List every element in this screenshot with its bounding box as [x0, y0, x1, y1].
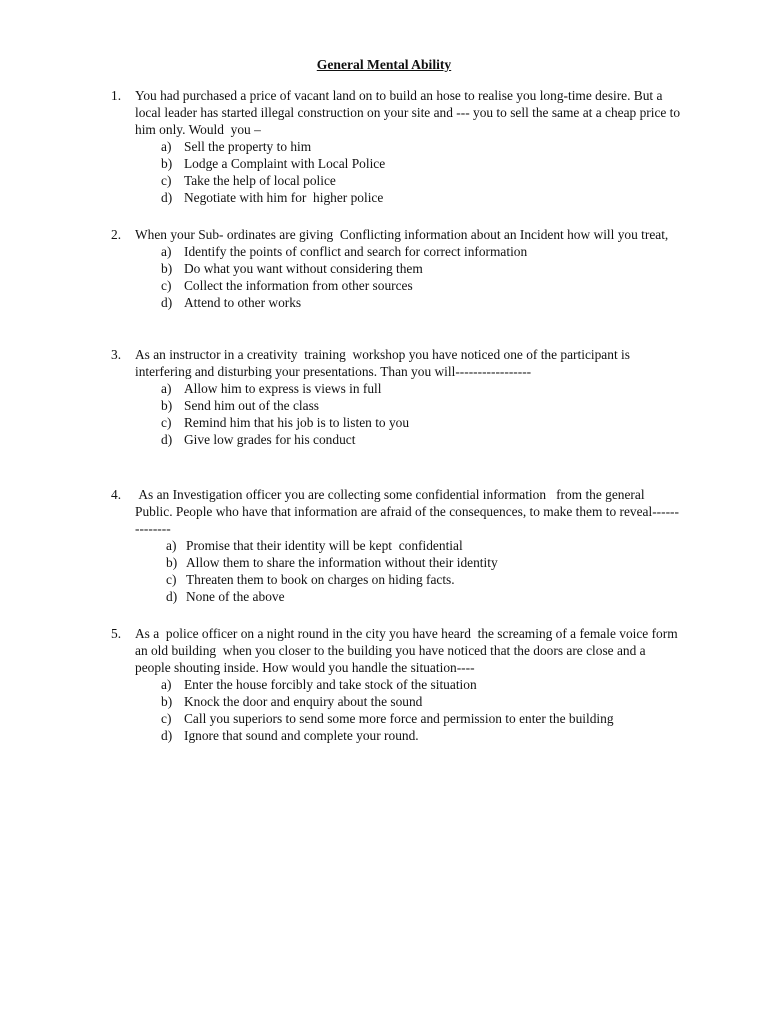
option-text: Call you superiors to send some more force and permission to enter the building	[184, 711, 614, 726]
question-text: As an Investigation officer you are collecting some confidential information from the general Public. People who have that information are afraid of the consequences, to make them to reveal--------------	[135, 487, 679, 536]
question-5	[111, 625, 681, 744]
option-item	[111, 588, 681, 605]
option-letter: a)	[161, 244, 172, 259]
option-text: Remind him that his job is to listen to you	[184, 415, 410, 430]
option-text: Allow them to share the information without their identity	[186, 555, 498, 570]
option-text: Ignore that sound and complete your round.	[184, 728, 419, 743]
option-item	[111, 138, 681, 155]
option-item	[111, 431, 681, 448]
option-item	[111, 693, 681, 710]
option-text: Do what you want without considering them	[184, 261, 423, 276]
option-letter: a)	[166, 538, 177, 553]
option-text: Promise that their identity will be kept confidential	[186, 538, 463, 553]
option-letter: c)	[161, 711, 172, 726]
option-text: Give low grades for his conduct	[184, 432, 356, 447]
option-letter: d)	[161, 295, 173, 310]
option-item	[111, 380, 681, 397]
question-number: 2.	[111, 227, 122, 242]
option-text: Collect the information from other sources	[184, 278, 413, 293]
option-letter: d)	[161, 190, 173, 205]
option-item	[111, 710, 681, 727]
option-item	[111, 260, 681, 277]
option-text: Sell the property to him	[184, 139, 312, 154]
option-text: Threaten them to book on charges on hiding facts.	[186, 572, 455, 587]
question-number: 5.	[111, 626, 122, 641]
option-item	[111, 294, 681, 311]
question-text: As a police officer on a night round in the city you have heard the screaming of a female voice form an old building when you closer to the building you have noticed that the doors are close and a people shouting inside. How would you handle the situation----	[135, 626, 681, 675]
option-text: None of the above	[186, 589, 285, 604]
page-title: General Mental Ability	[316, 57, 452, 72]
option-item	[111, 189, 681, 206]
option-letter: c)	[161, 415, 172, 430]
option-letter: b)	[161, 398, 173, 413]
option-item	[111, 243, 681, 260]
option-text: Enter the house forcibly and take stock of the situation	[184, 677, 477, 692]
option-letter: c)	[161, 278, 172, 293]
option-text: Attend to other works	[184, 295, 302, 310]
option-letter: a)	[161, 381, 172, 396]
option-text: Identify the points of conflict and search for correct information	[184, 244, 528, 259]
question-1	[111, 87, 684, 206]
option-letter: b)	[161, 261, 173, 276]
option-letter: d)	[161, 432, 173, 447]
question-3	[111, 346, 681, 448]
option-text: Knock the door and enquiry about the sound	[184, 694, 423, 709]
question-4	[111, 486, 681, 605]
option-text: Allow him to express is views in full	[184, 381, 382, 396]
option-item	[111, 277, 681, 294]
options-list	[111, 138, 681, 206]
option-item	[111, 554, 681, 571]
option-text: Send him out of the class	[184, 398, 320, 413]
option-item	[111, 155, 681, 172]
question-text: When your Sub- ordinates are giving Conflicting information about an Incident how will you treat,	[135, 227, 669, 242]
option-item	[111, 537, 681, 554]
options-list	[111, 537, 681, 605]
option-item	[111, 571, 681, 588]
option-text: Negotiate with him for higher police	[184, 190, 384, 205]
question-number: 1.	[111, 88, 122, 103]
option-item	[111, 172, 681, 189]
option-item	[111, 397, 681, 414]
options-list	[111, 243, 681, 311]
option-letter: b)	[161, 156, 173, 171]
option-item	[111, 414, 681, 431]
option-text: Lodge a Complaint with Local Police	[184, 156, 386, 171]
option-letter: c)	[161, 173, 172, 188]
option-letter: a)	[161, 677, 172, 692]
option-item	[111, 676, 681, 693]
question-2	[111, 226, 681, 311]
option-letter: b)	[166, 555, 178, 570]
option-letter: d)	[166, 589, 178, 604]
option-text: Take the help of local police	[184, 173, 336, 188]
question-text: You had purchased a price of vacant land on to build an hose to realise you long-time desire. But a local leader has started illegal construction on your site and --- you to sell the same at a cheap price to him only. Would you –	[135, 88, 684, 137]
option-letter: b)	[161, 694, 173, 709]
options-list	[111, 380, 681, 448]
options-list	[111, 676, 681, 744]
option-letter: a)	[161, 139, 172, 154]
option-letter: c)	[166, 572, 177, 587]
question-number: 3.	[111, 347, 122, 362]
option-letter: d)	[161, 728, 173, 743]
question-number: 4.	[111, 487, 122, 502]
option-item	[111, 727, 681, 744]
question-text: As an instructor in a creativity training workshop you have noticed one of the participant is interfering and disturbing your presentations. Than you will-----------------	[135, 347, 634, 379]
